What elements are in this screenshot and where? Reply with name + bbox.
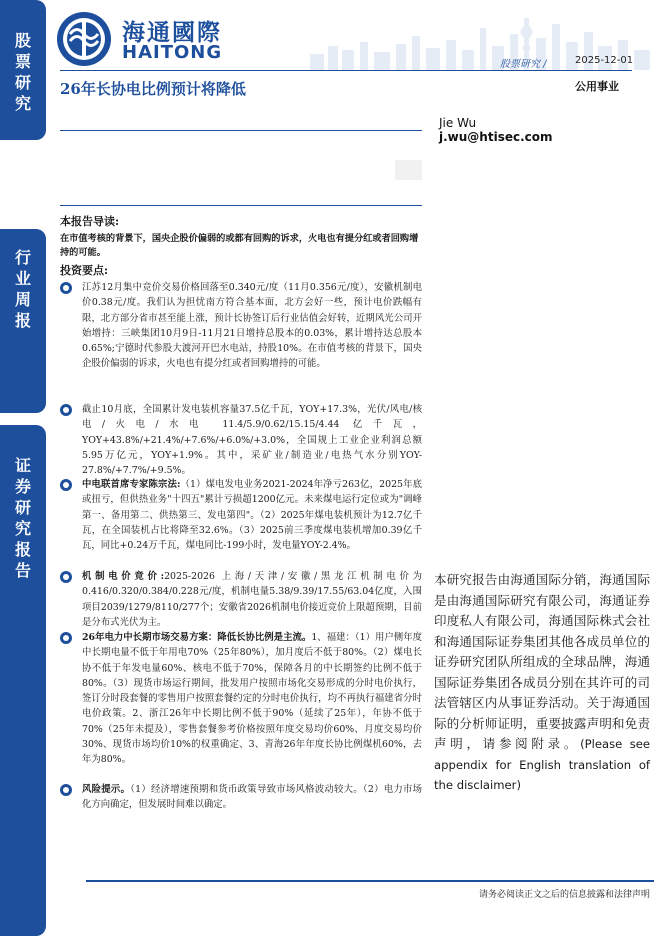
- investment-point: [60, 569, 422, 630]
- footer-notice: 请务必阅读正文之后的信息披露和法律声明: [478, 890, 650, 900]
- disclaimer-block: [434, 570, 650, 796]
- bullet-lead: 风险提示。: [82, 784, 131, 795]
- haitong-emblem-icon: [56, 10, 116, 68]
- bullet-text: 2025-2026 上海/天津/安徽/黑龙江机制电价为0.416/0.320/0.384/0.228元/度，机制电量5.38/9.39/17.55/63.04亿度，入围项目2039/1279/8110/277个；安徽省2026机制电价接近竞价上限超预期，目前是分布式光伏为主。: [82, 571, 423, 628]
- bullet-lead: 中电联首席专家陈宗法:: [82, 479, 181, 490]
- bullet-circle-icon: [60, 784, 72, 796]
- investment-point: [60, 782, 422, 813]
- bullet-circle-icon: [60, 282, 72, 294]
- guide-heading: 本报告导读:: [60, 215, 120, 228]
- placeholder-box: [395, 160, 422, 180]
- report-type-label: 股票研究 /: [500, 59, 547, 70]
- bullet-lead: 机制电价竞价:: [82, 571, 165, 582]
- logo-english-name: HAITONG: [122, 42, 223, 63]
- bullet-text: 截止10月底，全国累计发电装机容量37.5亿千瓦，YOY+17.3%，光伏/风电/核电/火电/水电 11.4/5.9/0.62/15.15/4.44 亿千瓦，YOY+43.8%/+21.4%/+7.6%/+6.0%/+3.0%，全国规上工业企业利润总额5.95万亿元，YOY+1.9%。其中，采矿业/制造业/电热气水分别YOY-27.8%/+7.7%/+9.5%。: [82, 404, 422, 477]
- haitong-logo: [56, 10, 256, 68]
- bullet-circle-icon: [60, 404, 72, 416]
- disclaimer-english: (Please see appendix for English translation of the disclaimer): [434, 737, 650, 792]
- analyst-name: Jie Wu: [439, 116, 477, 130]
- bullet-text: （1）经济增速预期和货币政策导致市场风格波动较大。（2）电力市场化方向确定，但发展时间难以确定。: [82, 784, 422, 811]
- investment-point: [60, 477, 422, 553]
- bullet-circle-icon: [60, 479, 72, 491]
- title-rule: [60, 130, 422, 131]
- analyst-email: j.wu@htisec.com: [439, 130, 553, 144]
- guide-rule: [60, 205, 422, 206]
- industry-label: 公用事业: [575, 80, 619, 93]
- investment-points-heading: 投资要点:: [60, 264, 109, 277]
- bullet-circle-icon: [60, 632, 72, 644]
- sidebar-label-industry-weekly: 行 业 周 报: [14, 248, 31, 330]
- bullet-text: 江苏12月集中竞价交易价格回落至0.340元/度（11月0.356元/度），安徽机制电价0.38元/度。我们认为担忧南方符合基本面，北方会好一些，预计电价跌幅有限，北方部分省市甚至能上涨，预计长协签订后行业估值会好转，近期风光公司开始增持：三峡集团10月9日-11月21日增持总股本的0.03%，累计增持达总股本0.65%;宁德时代参股大渡河开巴水电站，持股10%。在市值考核的背景下，国央企股价偏弱的诉求，火电也有提分红或者回购增持的可能。: [82, 282, 422, 370]
- investment-point: [60, 280, 422, 372]
- bullet-circle-icon: [60, 571, 72, 583]
- sidebar-tab-securities-research: [0, 425, 46, 936]
- investment-point: [60, 630, 422, 768]
- logo-chinese-name: 海通國際: [122, 20, 222, 46]
- sidebar-label-stock-research: 股 票 研 究: [14, 31, 31, 113]
- guide-text: 在市值考核的背景下，国央企股价偏弱的或都有回购的诉求，火电也有提分红或者回购增持的可能。: [60, 233, 419, 258]
- report-date: 2025-12-01: [575, 55, 634, 66]
- bullet-text: 1、福建：（1）用户侧年度中长期电量不低于年用电70%（25年80%），加月度后不低于80%。（2）煤电长协不低于年发电量60%、核电不低于70%，保障各月的中长期签约比例不低于80%。（3）现货市场运行期间，批发用户按照市场化交易形成的分时电价执行，签订分时段套餐的零售用户按照套餐约定的分时电价执行，均不再执行福建省分时电价政策。2、浙江26年中长期比例不低于90%（延续了25年），年协不低于70%（25年未提及），零售套餐参考价格按照年度交易均价60%、月度交易均价30%、现货市场均价10%的权重确定、3、青海26年年度长协比例煤机60%，去年为80%。: [82, 632, 422, 766]
- sidebar-label-securities-research: 证 券 研 究 报 告: [14, 456, 31, 580]
- sidebar-tab-stock-research: [0, 0, 46, 140]
- sidebar-tab-industry-weekly: [0, 229, 46, 413]
- report-title: 26年长协电比例预计将降低: [60, 80, 246, 98]
- bullet-lead: 26年电力中长期市场交易方案：降低长协比例是主流。: [82, 632, 312, 643]
- disclaimer-chinese: 本研究报告由海通国际分销，海通国际是由海通国际研究有限公司，海通证券印度私人有限公司，海通国际株式会社和海通国际证券集团其他各成员单位的证券研究团队所组成的全球品牌，海通国际证券集团各成员分别在其许可的司法管辖区内从事证券活动。关于海通国际的分析师证明，重要披露声明和免责声明，请参阅附录。: [434, 572, 650, 751]
- investment-point: [60, 402, 422, 478]
- bullet-text: （1）煤电发电业务2021-2024年净亏263亿，2025年底或扭亏，但供热业务"十四五"累计亏损超1200亿元。未来煤电运行定位或为"调峰第一、备用第二、供热第三、发电第四"。（2）2025年煤电装机预计为12.7亿千瓦，在全国装机占比将降至32.6%。（3）2025前三季度煤电装机增加0.39亿千瓦，同比+0.24万千瓦，煤电同比-199小时，发电量YOY-2.4%。: [82, 479, 422, 552]
- header-rule: [60, 70, 632, 71]
- footer-rule: [86, 880, 654, 882]
